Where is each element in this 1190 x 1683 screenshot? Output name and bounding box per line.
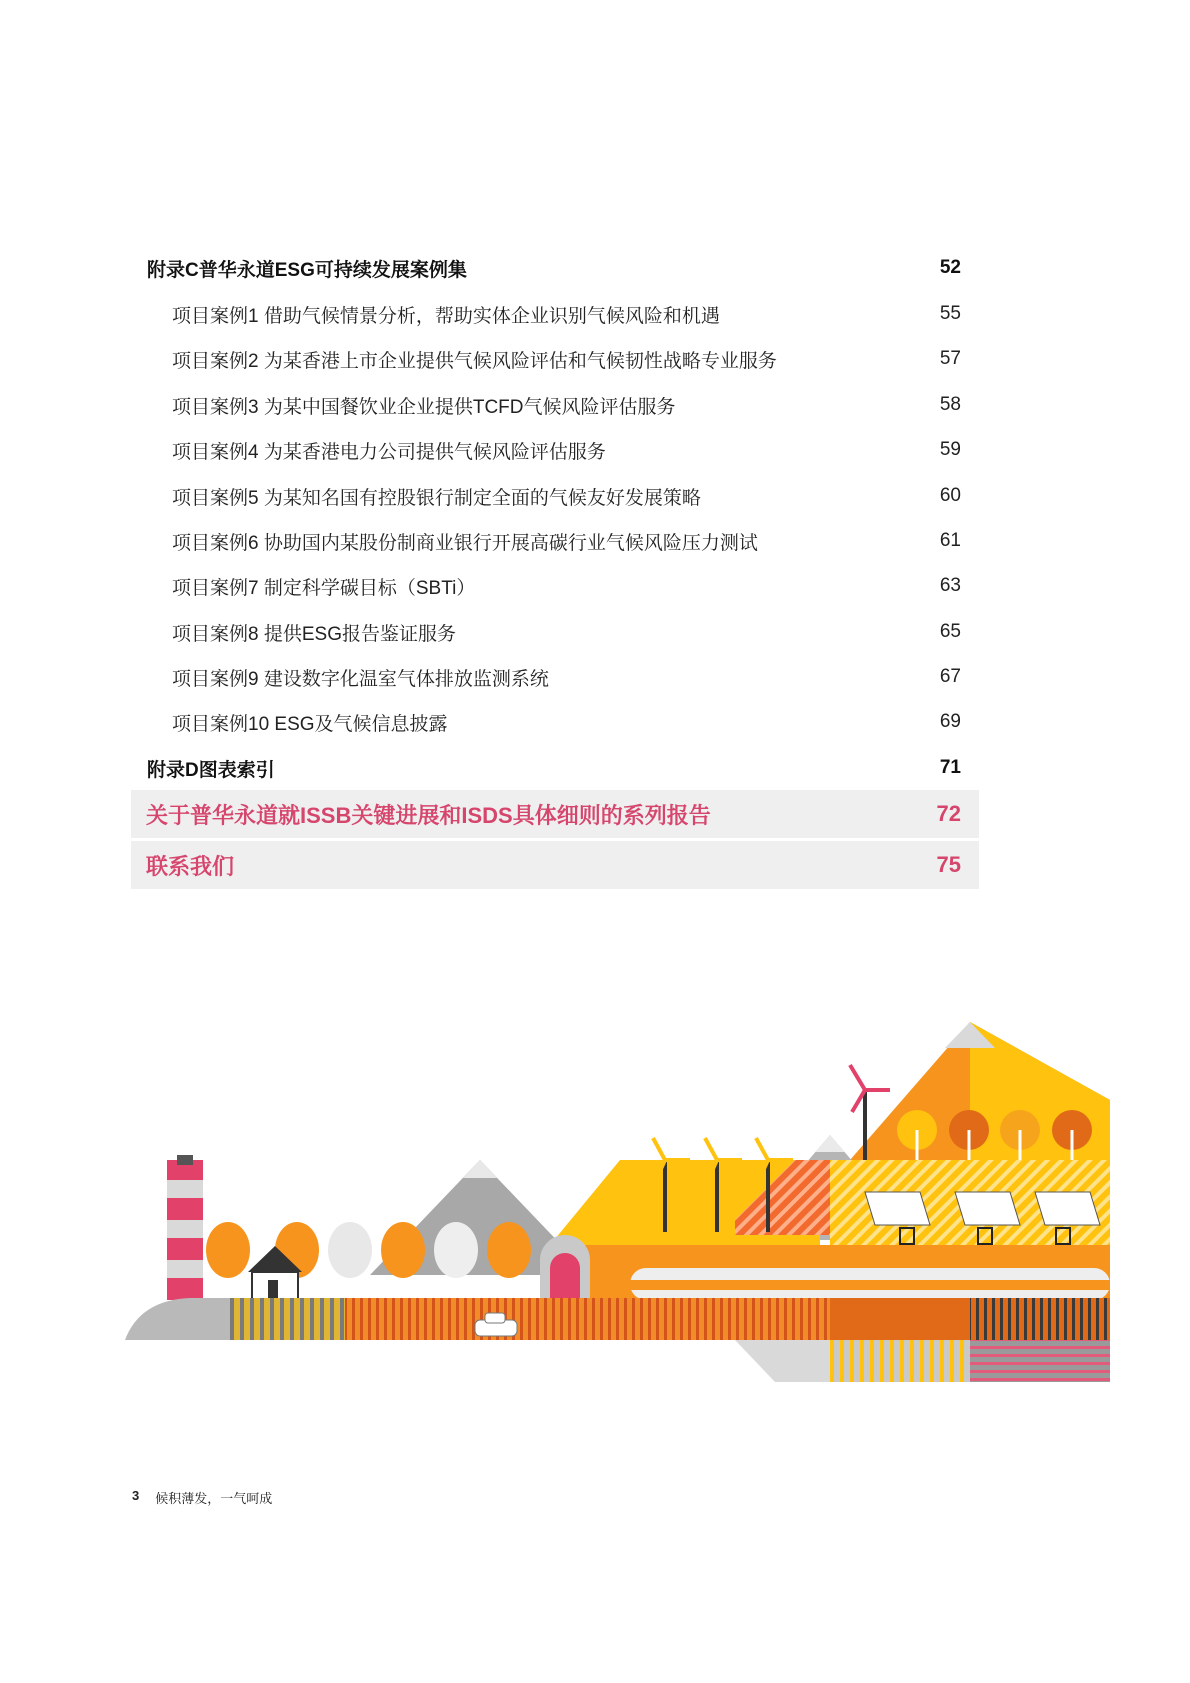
toc-entry-title: 项目案例2 为某香港上市企业提供气候风险评估和气候韧性战略专业服务 [172, 350, 777, 372]
ground-strip-dark [830, 1298, 970, 1340]
toc-entry-page: 59 [939, 439, 961, 460]
toc-entry-appendix-d[interactable] [131, 754, 979, 782]
toc-entry-page: 69 [939, 711, 961, 732]
toc-entry-page: 75 [936, 852, 961, 877]
toc-case-entry[interactable] [131, 391, 979, 419]
toc-entry-title: 项目案例5 为某知名国有控股银行制定全面的气候友好发展策略 [172, 487, 701, 509]
ground-lower-yellow [830, 1340, 970, 1382]
ground-strip-black [970, 1298, 1110, 1340]
toc-entry-appendix-c[interactable] [131, 254, 979, 282]
page-number: 3 [132, 1488, 140, 1503]
toc-case-entry[interactable] [131, 708, 979, 736]
toc-entry-page: 65 [939, 621, 961, 642]
toc-case-entry[interactable] [131, 482, 979, 510]
mountain-grey-mid-peak [815, 1135, 845, 1152]
toc-entry-title: 项目案例8 提供ESG报告鉴证服务 [172, 623, 456, 645]
toc-entry-title: 项目案例10 ESG及气候信息披露 [172, 713, 448, 735]
toc-highlight-issb-reports[interactable] [131, 790, 979, 838]
solar-panel-icon [865, 1192, 1100, 1225]
toc-entry-title: 附录D图表索引 [147, 759, 275, 781]
toc-entry-title: 关于普华永道就ISSB关键进展和ISDS具体细则的系列报告 [146, 802, 711, 828]
landscape-illustration [120, 1010, 1110, 1390]
road-lines [630, 1280, 1110, 1290]
toc-entry-title: 项目案例1 借助气候情景分析，帮助实体企业识别气候风险和机遇 [172, 305, 720, 327]
toc-highlight-contact-us[interactable] [131, 841, 979, 889]
footer-title: 候积薄发，一气呵成 [155, 1491, 273, 1506]
ground-lower-pink [970, 1340, 1110, 1382]
turbine-blades-icon [850, 1065, 890, 1112]
toc-case-entry[interactable] [131, 436, 979, 464]
toc-entry-page: 60 [939, 485, 961, 506]
toc-case-entry[interactable] [131, 572, 979, 600]
toc-entry-title: 附录C普华永道ESG可持续发展案例集 [147, 259, 467, 281]
ground-strip-yellow [230, 1298, 345, 1340]
toc-entry-title: 项目案例3 为某中国餐饮业企业提供TCFD气候风险评估服务 [172, 396, 676, 418]
toc-entry-page: 55 [939, 303, 961, 324]
toc-entry-title: 项目案例7 制定科学碳目标（SBTi） [172, 577, 476, 599]
toc-entry-page: 61 [939, 530, 961, 551]
toc-entry-page: 72 [936, 801, 961, 826]
toc-entry-page: 63 [939, 575, 961, 596]
page-footer [132, 1488, 272, 1507]
toc-entry-page: 52 [939, 257, 961, 278]
toc-case-entry[interactable] [131, 527, 979, 555]
ground-strip-orange [345, 1298, 830, 1340]
toc-case-entry[interactable] [131, 345, 979, 373]
toc-entry-title: 联系我们 [146, 853, 235, 879]
toc-entry-title: 项目案例6 协助国内某股份制商业银行开展高碳行业气候风险压力测试 [172, 532, 758, 554]
toc-entry-page: 67 [939, 666, 961, 687]
toc-case-entry[interactable] [131, 663, 979, 691]
toc-entry-page: 57 [939, 348, 961, 369]
toc-entry-page: 58 [939, 394, 961, 415]
mountain-grey-left-peak [463, 1160, 497, 1178]
toc-entry-page: 71 [939, 757, 961, 778]
tunnel-arch-icon [540, 1235, 590, 1300]
lighthouse-icon [167, 1155, 203, 1300]
toc-case-entry[interactable] [131, 300, 979, 328]
toc-entry-title: 项目案例4 为某香港电力公司提供气候风险评估服务 [172, 441, 606, 463]
toc-entry-title: 项目案例9 建设数字化温室气体排放监测系统 [172, 668, 549, 690]
ground-lower-grey [735, 1340, 830, 1382]
toc-case-entry[interactable] [131, 618, 979, 646]
